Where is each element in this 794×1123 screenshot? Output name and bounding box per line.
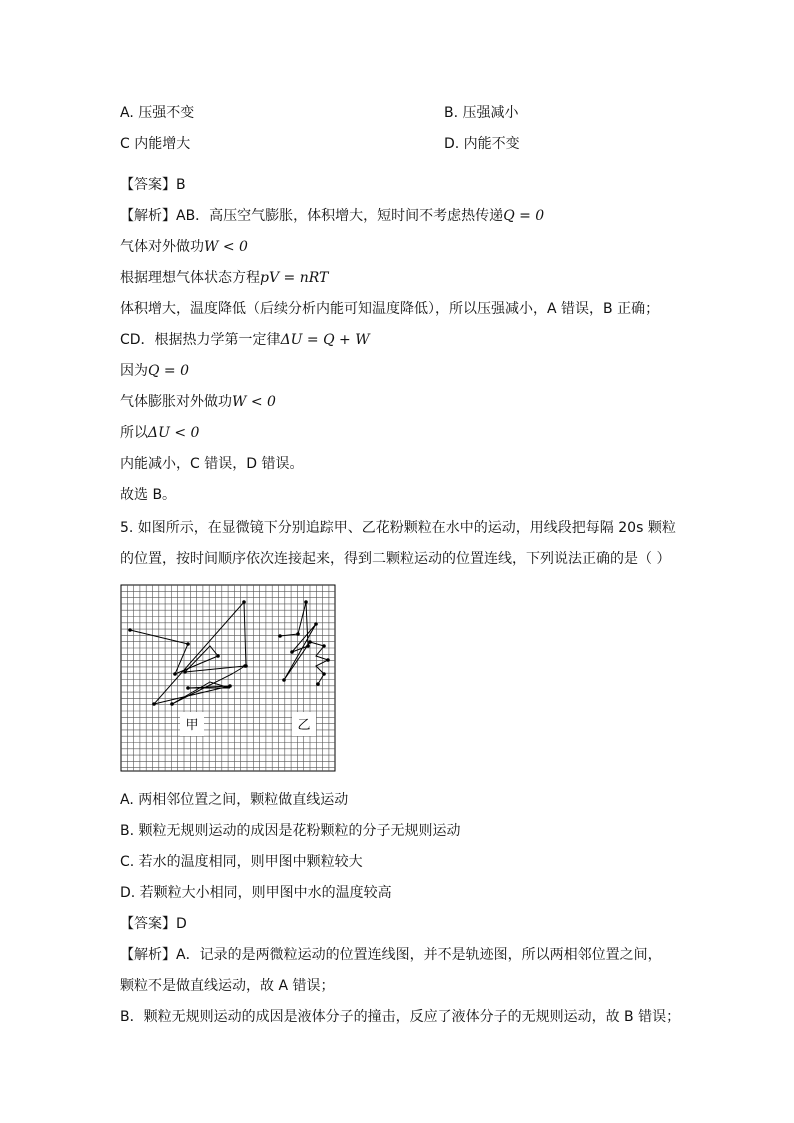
position-dot: [228, 684, 232, 688]
analysis-text: 故选 B。: [120, 487, 177, 503]
q5-answer: 【答案】D: [120, 916, 187, 932]
q4-option-c: C 内能增大: [120, 136, 191, 152]
analysis-formula: Q = 0: [148, 363, 190, 379]
position-dot: [316, 682, 320, 686]
q4-analysis-line: [120, 268, 328, 288]
analysis-formula: pV = nRT: [260, 270, 329, 286]
q4-answer: 【答案】B: [120, 177, 186, 193]
position-dot: [326, 658, 330, 662]
q4-option-d: D. 内能不变: [444, 136, 520, 152]
analysis-formula: W < 0: [232, 394, 276, 410]
position-dot: [244, 664, 248, 668]
analysis-text: 根据理想气体状态方程: [120, 270, 260, 286]
label-yi: 乙: [297, 718, 311, 733]
q5-option-b: B. 颗粒无规则运动的成因是花粉颗粒的分子无规则运动: [120, 823, 461, 839]
q5-option-d: D. 若颗粒大小相同，则甲图中水的温度较高: [120, 885, 392, 901]
position-dot: [278, 634, 282, 638]
q4-analysis-line: [120, 206, 544, 226]
position-dot: [282, 678, 286, 682]
analysis-text: 内能减小，C 错误，D 错误。: [120, 456, 304, 472]
q4-option-a: A. 压强不变: [120, 105, 195, 121]
position-dot: [308, 640, 312, 644]
q4-analysis-line: [120, 330, 370, 350]
position-dot: [170, 702, 174, 706]
q4-analysis-line: [120, 423, 199, 443]
q5-analysis-line-2: 颗粒不是做直线运动，故 A 错误；: [120, 978, 335, 994]
analysis-text: 因为: [120, 363, 148, 379]
analysis-text: 气体膨胀对外做功: [120, 394, 232, 410]
position-dot: [322, 644, 326, 648]
brownian-motion-figure: [120, 584, 336, 772]
q5-stem-line-1: 5. 如图所示，在显微镜下分别追踪甲、乙花粉颗粒在水中的运动，用线段把每隔 20s 颗粒: [120, 520, 676, 536]
analysis-formula: ΔU < 0: [148, 425, 200, 441]
q5-analysis-line-3: B．颗粒无规则运动的成因是液体分子的撞击，反应了液体分子的无规则运动，故 B 错误；: [120, 1009, 681, 1025]
q4-analysis-line: [120, 299, 659, 319]
q5-option-c: C. 若水的温度相同，则甲图中颗粒较大: [120, 854, 363, 870]
analysis-text: 【解析】AB．高压空气膨胀，体积增大，短时间不考虑热传递: [120, 208, 504, 224]
position-dot: [128, 628, 132, 632]
q4-analysis-line: [120, 454, 303, 474]
position-dot: [183, 670, 187, 674]
q4-analysis-line: [120, 361, 189, 381]
q4-option-b: B. 压强减小: [444, 105, 519, 121]
analysis-formula: Q = 0: [503, 208, 545, 224]
analysis-text: 体积增大，温度降低（后续分析内能可知温度降低），所以压强减小，A 错误，B 正确；: [120, 301, 660, 317]
position-dot: [186, 686, 190, 690]
position-dot: [296, 632, 300, 636]
position-dot: [242, 600, 246, 604]
analysis-text: 所以: [120, 425, 148, 441]
position-dot: [216, 654, 220, 658]
position-dot: [186, 642, 190, 646]
position-dot: [290, 650, 294, 654]
q4-analysis-line: [120, 237, 248, 257]
position-dot: [173, 672, 177, 676]
analysis-text: CD．根据热力学第一定律: [120, 332, 281, 348]
analysis-text: 气体对外做功: [120, 239, 204, 255]
position-dot: [152, 702, 156, 706]
position-dot: [322, 672, 326, 676]
q5-option-a: A. 两相邻位置之间，颗粒做直线运动: [120, 792, 349, 808]
q5-analysis-line-1: 【解析】A．记录的是两微粒运动的位置连线图，并不是轨迹图，所以两相邻位置之间，: [120, 947, 662, 963]
analysis-formula: ΔU = Q + W: [280, 332, 370, 348]
analysis-formula: W < 0: [204, 239, 248, 255]
position-dot: [306, 644, 310, 648]
position-dot: [314, 622, 318, 626]
label-jia: 甲: [185, 718, 199, 733]
q4-analysis-line: [120, 485, 176, 505]
q4-analysis-line: [120, 392, 276, 412]
position-dot: [304, 600, 308, 604]
q5-stem-line-2: 的位置，按时间顺序依次连接起来，得到二颗粒运动的位置连线，下列说法正确的是（ ）: [120, 551, 671, 567]
